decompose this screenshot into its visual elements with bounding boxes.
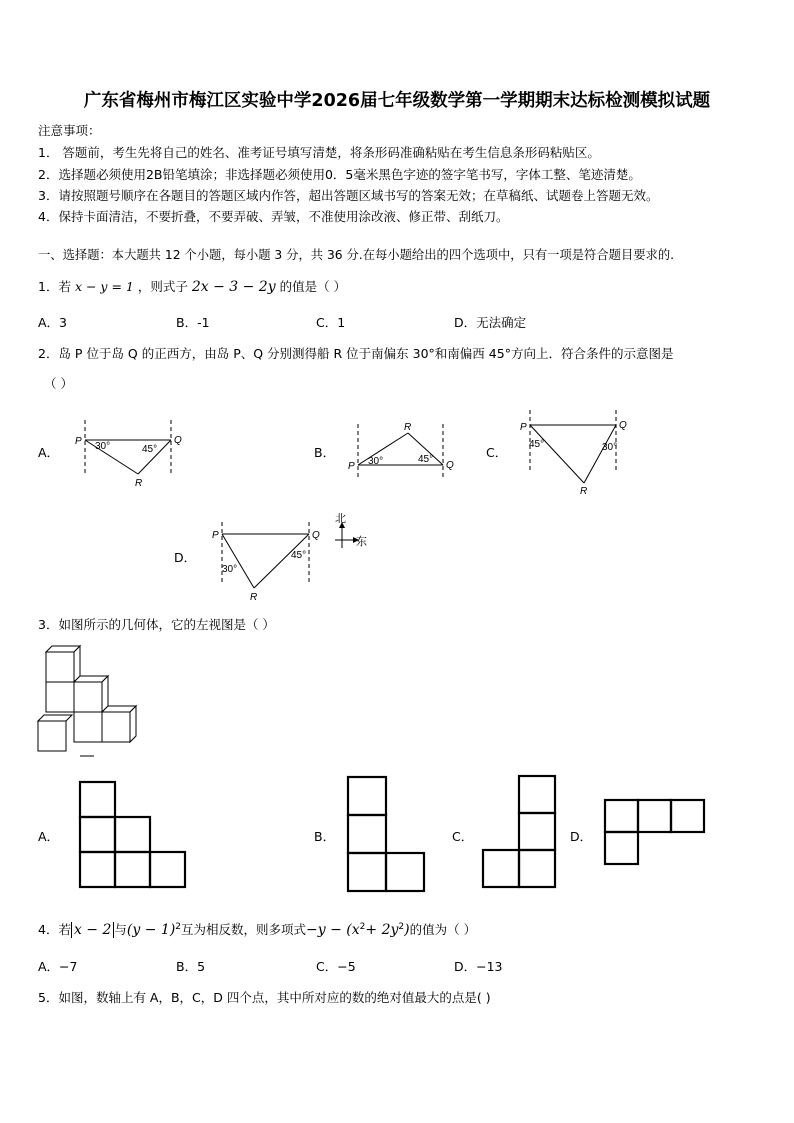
question-3-text: 3．如图所示的几何体，它的左视图是（ ） xyxy=(38,617,275,632)
notice-item-1: 1． 答题前，考生先将自己的姓名、准考证号填写清楚，将条形码准确粘贴在考生信息条形码粘贴区。 xyxy=(38,145,600,160)
question-4 xyxy=(38,920,476,938)
fig-c-angle-q: 30° xyxy=(602,442,618,453)
q3-option-c-label: C． xyxy=(452,829,474,844)
q1-tail: 的值是（ ） xyxy=(279,279,347,294)
q4-option-c: C．−5 xyxy=(316,959,356,974)
q3-option-d-figure xyxy=(603,798,709,868)
q4-poly-a: −y − (x xyxy=(306,922,360,938)
q2-option-d-label: D． xyxy=(174,550,197,565)
notice-heading: 注意事项： xyxy=(38,123,101,138)
fig-a-q: Q xyxy=(174,435,182,446)
q4-mid2: 互为相反数，则多项式 xyxy=(181,922,307,937)
fig-d-r: R xyxy=(250,592,258,603)
q3-solid-figure xyxy=(36,644,140,758)
fig-a-angle-p: 30° xyxy=(95,441,111,452)
q2-figure-b xyxy=(345,420,465,484)
q4-poly-b: + 2y xyxy=(365,922,399,938)
notice-item-4: 4．保持卡面清洁，不要折叠，不要弄破、弄皱，不准使用涂改液、修正带、刮纸刀。 xyxy=(38,209,509,224)
q4-option-a: A．−7 xyxy=(38,959,78,974)
q1-expression: 2x − 3 − 2y xyxy=(191,279,276,295)
fig-d-p: P xyxy=(212,530,219,541)
page-title: 广东省梅州市梅江区实验中学2026届七年级数学第一学期期末达标检测模拟试题 xyxy=(83,91,711,111)
compass-north: 北 xyxy=(335,513,346,525)
q4-abs-value: x − 2 xyxy=(71,922,114,938)
notice-item-2: 2．选择题必须使用2B铅笔填涂；非选择题必须使用0．5毫米黑色字迹的签字笔书写，字体工整、笔迹清楚。 xyxy=(38,167,641,182)
fig-c-p: P xyxy=(520,422,527,433)
q3-option-b-figure xyxy=(346,775,430,897)
q4-tail: 的值为（ ） xyxy=(409,922,477,937)
q1-option-c: C．1 xyxy=(316,315,346,330)
q2-figure-c xyxy=(518,408,633,498)
question-2-text: 2．岛 P 位于岛 Q 的正西方，由岛 P、Q 分别测得船 R 位于南偏东 30°和南偏西 45°方向上．符合条件的示意图是 xyxy=(38,346,674,361)
q4-square-base: (y − 1) xyxy=(126,922,176,938)
q4-poly-c: ) xyxy=(404,922,410,938)
fig-b-q: Q xyxy=(446,460,454,471)
fig-b-angle-p: 30° xyxy=(368,456,384,467)
q3-option-b-label: B． xyxy=(314,829,336,844)
q1-mid: ，则式子 xyxy=(137,279,188,294)
fig-b-r: R xyxy=(404,422,412,433)
fig-c-r: R xyxy=(580,486,588,497)
compass-indicator xyxy=(333,512,373,552)
fig-b-angle-q: 45° xyxy=(418,454,434,465)
q4-mid1: 与 xyxy=(114,922,127,937)
fig-a-r: R xyxy=(135,478,143,489)
fig-c-angle-p: 45° xyxy=(529,439,545,450)
q2-figure-a xyxy=(72,416,182,490)
fig-a-p: P xyxy=(75,436,82,447)
question-2-paren: （ ） xyxy=(44,376,73,391)
question-1 xyxy=(38,277,346,295)
q4-option-b: B．5 xyxy=(176,959,206,974)
q3-option-d-label: D． xyxy=(570,829,593,844)
q4-square-exp: 2 xyxy=(175,921,182,932)
q4-number: 4．若 xyxy=(38,922,71,937)
fig-d-angle-q: 45° xyxy=(291,550,307,561)
fig-b-p: P xyxy=(348,461,355,472)
q3-option-c-figure xyxy=(481,774,561,892)
q2-option-c-label: C． xyxy=(486,445,508,460)
q1-option-d: D．无法确定 xyxy=(454,315,527,330)
notice-item-3: 3．请按照题号顺序在各题目的答题区域内作答，超出答题区域书写的答案无效；在草稿纸、试题卷上答题无效。 xyxy=(38,188,659,203)
compass-east: 东 xyxy=(356,536,367,548)
q1-option-a: A．3 xyxy=(38,315,68,330)
q4-poly-exp2: 2 xyxy=(398,921,405,932)
q3-option-a-label: A． xyxy=(38,829,60,844)
section-heading: 一、选择题：本大题共 12 个小题，每小题 3 分，共 36 分.在每小题给出的四个选项中，只有一项是符合题目要求的. xyxy=(38,248,675,262)
fig-a-angle-q: 45° xyxy=(142,444,158,455)
q4-poly-exp1: 2 xyxy=(359,921,366,932)
q1-number: 1．若 xyxy=(38,279,71,294)
fig-c-q: Q xyxy=(619,420,627,431)
q2-option-a-label: A． xyxy=(38,445,60,460)
q2-figure-d xyxy=(210,520,330,604)
q1-option-b: B．-1 xyxy=(176,315,210,330)
q3-option-a-figure xyxy=(78,780,190,890)
fig-d-angle-p: 30° xyxy=(222,564,238,575)
q1-condition: x − y = 1 xyxy=(74,279,134,294)
question-5-text: 5．如图，数轴上有 A，B，C，D 四个点，其中所对应的数的绝对值最大的点是( ) xyxy=(38,990,491,1005)
fig-d-q: Q xyxy=(312,530,320,541)
q4-option-d: D．−13 xyxy=(454,959,503,974)
q2-option-b-label: B． xyxy=(314,445,336,460)
